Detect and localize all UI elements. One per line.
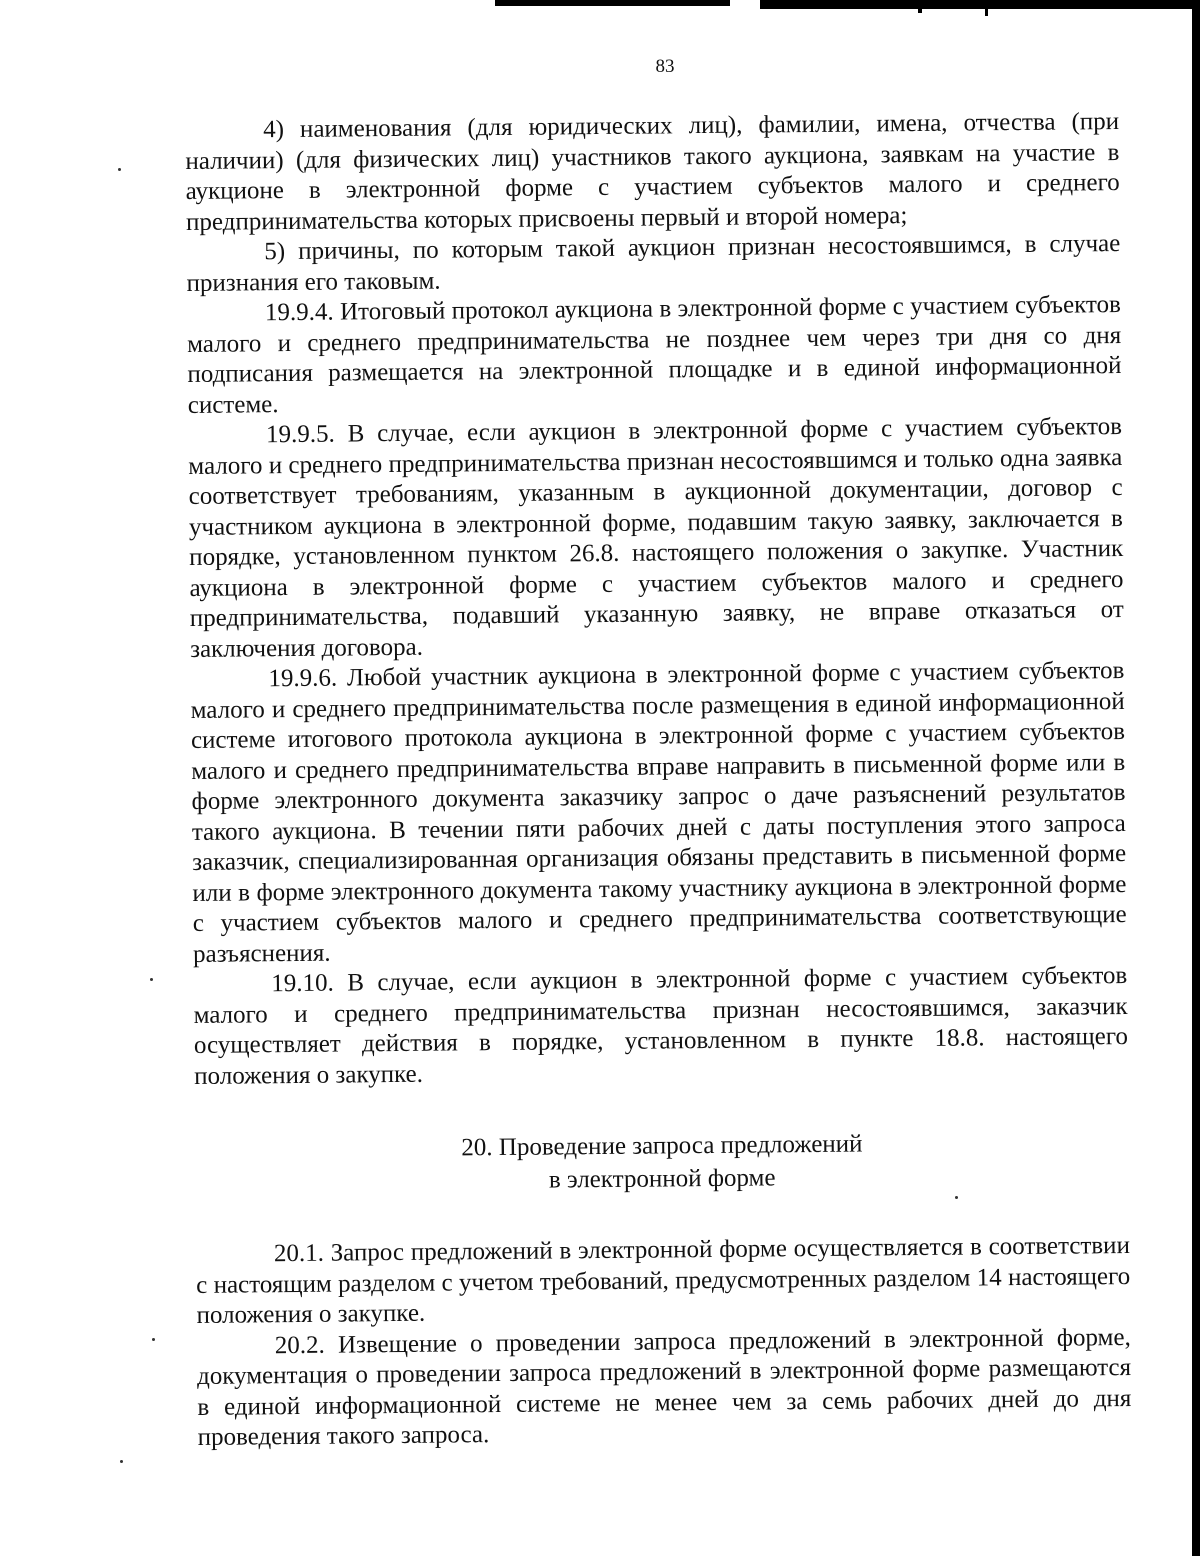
scan-speck	[150, 978, 153, 981]
document-body	[185, 107, 1132, 1453]
paragraph: 19.10. В случае, если аукцион в электронной форме с участием субъектов малого и среднего предпринимательства признан несостоявшимся, заказчик осуществляет действия в порядке, установленном в пункте 18.8. настоящего положения о закупке.	[193, 961, 1129, 1090]
scan-speck	[152, 1338, 155, 1341]
paragraph: 19.9.5. В случае, если аукцион в электронной форме с участием субъектов малого и среднего предпринимательства признан несостоявшимся и только одна заявка соответствует требованиям, указанным в аукционной документации, договор с участником аукциона в электронной форме, подавшим такую заявку, заключается в порядке, установленном пунктом 26.8. настоящего положения о закупке. Участник аукциона в электронной форме с участием субъектов малого и среднего предпринимательства, подавший указанную заявку, не вправе отказаться от заключения договора.	[188, 413, 1124, 663]
scan-artifact-tick	[985, 9, 988, 16]
section-heading-line: в электронной форме	[548, 1164, 776, 1194]
scan-artifact-tick	[918, 9, 922, 13]
scan-artifact-right-edge	[1192, 0, 1200, 1556]
page-number: 83	[655, 56, 675, 77]
scan-speck	[120, 1460, 123, 1463]
scan-artifact-top-right	[760, 0, 1200, 9]
scan-speck	[118, 168, 121, 171]
paragraph: 20.1. Запрос предложений в электронной форме осуществляется в соответствии с настоящим разделом с учетом требований, предусмотренных разделом 14 настоящего положения о закупке.	[196, 1231, 1131, 1329]
paragraph: 19.9.4. Итоговый протокол аукциона в электронной форме с участием субъектов малого и среднего предпринимательства не позднее чем через три дня со дня подписания размещается на электронной площадке и в единой информационной системе.	[187, 291, 1122, 419]
section-heading-line: 20. Проведение запроса предложений	[461, 1130, 863, 1162]
paragraph: 19.9.6. Любой участник аукциона в электронной форме с участием субъектов малого и среднего предпринимательства после размещения в единой информационной системе итогового протокола аукциона в электронной форме с участием субъектов малого и среднего предпринимательства вправе направить в письменной форме или в форме электронного документа заказчику запрос о даче разъяснений результатов такого аукциона. В течении пяти рабочих дней с даты поступления этого запроса заказчик, специализированная организация обязаны представить в письменной форме или в форме электронного документа такому участнику аукциона в электронной форме с участием субъектов малого и среднего предпринимательства соответствующие разъяснения.	[190, 657, 1127, 968]
paragraph: 4) наименования (для юридических лиц), фамилии, имена, отчества (при наличии) (для физических лиц) участников такого аукциона, заявкам на участие в аукционе в электронной форме с участием субъектов малого и среднего предпринимательства которых присвоены первый и второй номера;	[185, 108, 1120, 236]
paragraph: 20.2. Извещение о проведении запроса предложений в электронной форме, документация о проведении запроса предложений в электронной форме размещаются в единой информационной системе не менее чем за семь рабочих дней до дня проведения такого запроса.	[196, 1323, 1132, 1451]
paragraph: 5) причины, по которым такой аукцион признан несостоявшимся, в случае признания его таковым.	[186, 230, 1121, 297]
scan-artifact-top	[495, 0, 730, 6]
section-heading	[195, 1125, 1130, 1200]
